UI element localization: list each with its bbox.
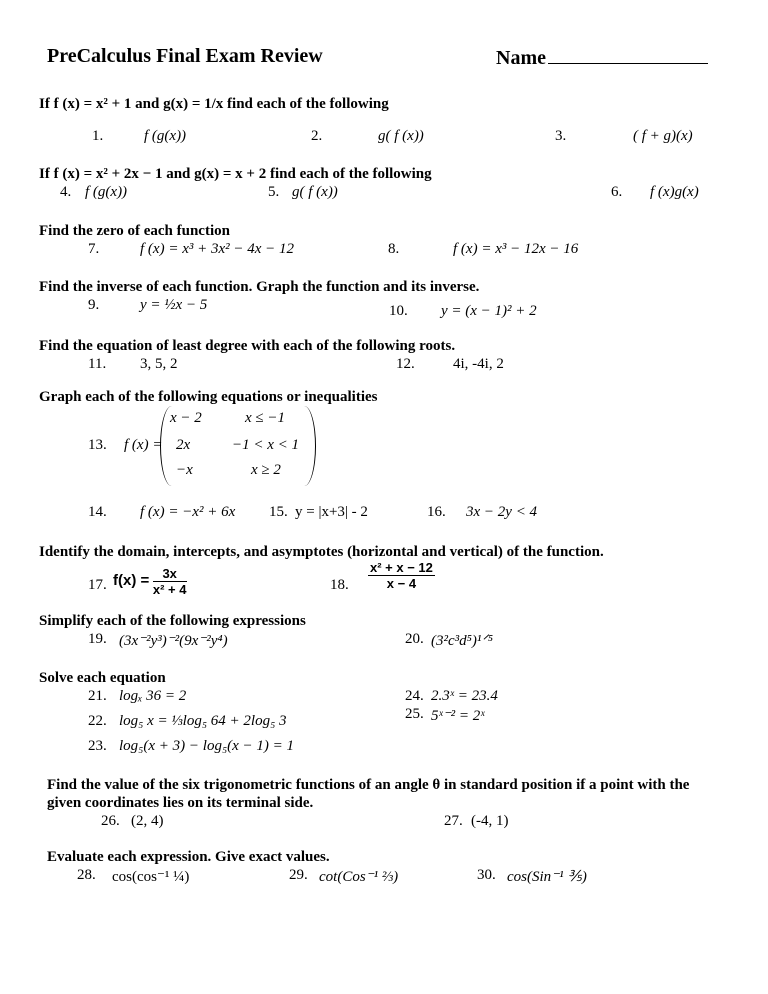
problem-26-number: 26. (101, 813, 120, 829)
problem-21-number: 21. (88, 688, 107, 704)
problem-29-number: 29. (289, 867, 308, 883)
section2-instruction: If f (x) = x² + 2x − 1 and g(x) = x + 2 find each of the following (39, 166, 432, 182)
problem-22-number: 22. (88, 713, 107, 729)
section10-instruction-line2: given coordinates lies on its terminal side. (47, 795, 314, 811)
problem-3-expression: ( f + g)(x) (633, 128, 693, 144)
problem-17-function (113, 566, 187, 597)
problem-8-expression: f (x) = x³ − 12x − 16 (453, 241, 579, 257)
section9-instruction: Solve each equation (39, 670, 166, 686)
problem-3-number: 3. (555, 128, 567, 144)
problem-8-number: 8. (388, 241, 400, 257)
problem-23-number: 23. (88, 738, 107, 754)
name-label: Name (496, 47, 546, 69)
section6-instruction: Graph each of the following equations or inequalities (39, 389, 378, 405)
problem-27-number: 27. (444, 813, 463, 829)
problem-30-number: 30. (477, 867, 496, 883)
problem-20-expression: (3²c³d⁵)¹ᐟ⁵ (431, 633, 493, 649)
problem-7-expression: f (x) = x³ + 3x² − 4x − 12 (140, 241, 295, 257)
problem-24-number: 24. (405, 688, 424, 704)
page-title: PreCalculus Final Exam Review (47, 45, 323, 67)
problem-2-number: 2. (311, 128, 323, 144)
problem-15-number: 15. (269, 504, 288, 520)
problem-27-expression: (-4, 1) (471, 813, 509, 829)
problem-11-number: 11. (88, 356, 107, 372)
piece-1-condition: x ≤ −1 (245, 410, 286, 426)
problem-24-expression: 2.3ˣ = 23.4 (431, 688, 498, 704)
section8-instruction: Simplify each of the following expressions (39, 613, 306, 629)
problem-18-fraction (368, 560, 435, 591)
problem-7-number: 7. (88, 241, 100, 257)
section5-instruction: Find the equation of least degree with each of the following roots. (39, 338, 456, 354)
name-blank-line[interactable] (548, 45, 708, 64)
section1-instruction: If f (x) = x² + 1 and g(x) = 1/x find each of the following (39, 96, 389, 112)
piece-2-condition: −1 < x < 1 (232, 437, 300, 453)
piece-3-expression: −x (176, 462, 193, 478)
problem-17-denominator: x² + 4 (152, 582, 187, 597)
problem-25-number: 25. (405, 706, 424, 722)
problem-1-expression: f (g(x)) (144, 128, 187, 144)
problem-19-number: 19. (88, 631, 107, 647)
problem-23-expression: log₅(x + 3) − log₅(x − 1) = 1 (119, 738, 295, 754)
problem-18-denominator: x − 4 (386, 576, 417, 591)
problem-2-expression: g( f (x)) (378, 128, 424, 144)
problem-12-number: 12. (396, 356, 415, 372)
problem-13-lhs: f (x) = (124, 437, 163, 453)
problem-17-lhs: f(x) = (113, 571, 150, 589)
problem-18-function (368, 560, 435, 591)
problem-9-number: 9. (88, 297, 100, 313)
problem-11-expression: 3, 5, 2 (140, 356, 178, 372)
problem-16-expression: 3x − 2y < 4 (466, 504, 538, 520)
problem-17-fraction (153, 566, 187, 597)
section7-instruction: Identify the domain, intercepts, and asymptotes (horizontal and vertical) of the function. (39, 544, 604, 560)
problem-15-expression: y = |x+3| - 2 (295, 504, 368, 520)
problem-18-numerator: x² + x − 12 (370, 560, 433, 575)
problem-4-number: 4. (60, 184, 72, 200)
problem-5-number: 5. (268, 184, 280, 200)
piece-2-expression: 2x (176, 437, 191, 453)
problem-19-expression: (3x⁻²y³)⁻²(9x⁻²y⁴) (119, 633, 228, 649)
problem-4-expression: f (g(x)) (85, 184, 128, 200)
piece-3-condition: x ≥ 2 (251, 462, 281, 478)
problem-25-expression: 5ˣ⁻² = 2ˣ (431, 708, 485, 724)
problem-17-numerator: 3x (153, 566, 187, 582)
problem-6-expression: f (x)g(x) (650, 184, 699, 200)
problem-26-expression: (2, 4) (131, 813, 164, 829)
problem-12-expression: 4i, -4i, 2 (453, 356, 504, 372)
problem-28-number: 28. (77, 867, 96, 883)
problem-30-expression: cos(Sin⁻¹ ⅗) (507, 869, 587, 885)
problem-21-expression: logₓ 36 = 2 (119, 688, 187, 704)
piece-1-expression: x − 2 (170, 410, 202, 426)
problem-9-expression: y = ½x − 5 (140, 297, 208, 313)
problem-14-expression: f (x) = −x² + 6x (140, 504, 236, 520)
section4-instruction: Find the inverse of each function. Graph the function and its inverse. (39, 279, 480, 295)
problem-29-expression: cot(Cos⁻¹ ⅔) (319, 869, 399, 885)
name-field-label (496, 45, 708, 70)
problem-18-number: 18. (330, 577, 349, 593)
problem-16-number: 16. (427, 504, 446, 520)
section3-instruction: Find the zero of each function (39, 223, 230, 239)
problem-14-number: 14. (88, 504, 107, 520)
problem-22-expression: log₅ x = ⅓log₅ 64 + 2log₅ 3 (119, 713, 287, 729)
problem-5-expression: g( f (x)) (292, 184, 338, 200)
problem-28-expression: cos(cos⁻¹ ¼) (112, 869, 190, 885)
problem-10-number: 10. (389, 303, 408, 319)
section11-instruction: Evaluate each expression. Give exact values. (47, 849, 330, 865)
problem-13-number: 13. (88, 437, 107, 453)
problem-20-number: 20. (405, 631, 424, 647)
problem-17-number: 17. (88, 577, 107, 593)
problem-6-number: 6. (611, 184, 623, 200)
section10-instruction-line1: Find the value of the six trigonometric functions of an angle θ in standard position if a point with the (47, 777, 690, 793)
problem-1-number: 1. (92, 128, 104, 144)
problem-10-expression: y = (x − 1)² + 2 (441, 303, 537, 319)
